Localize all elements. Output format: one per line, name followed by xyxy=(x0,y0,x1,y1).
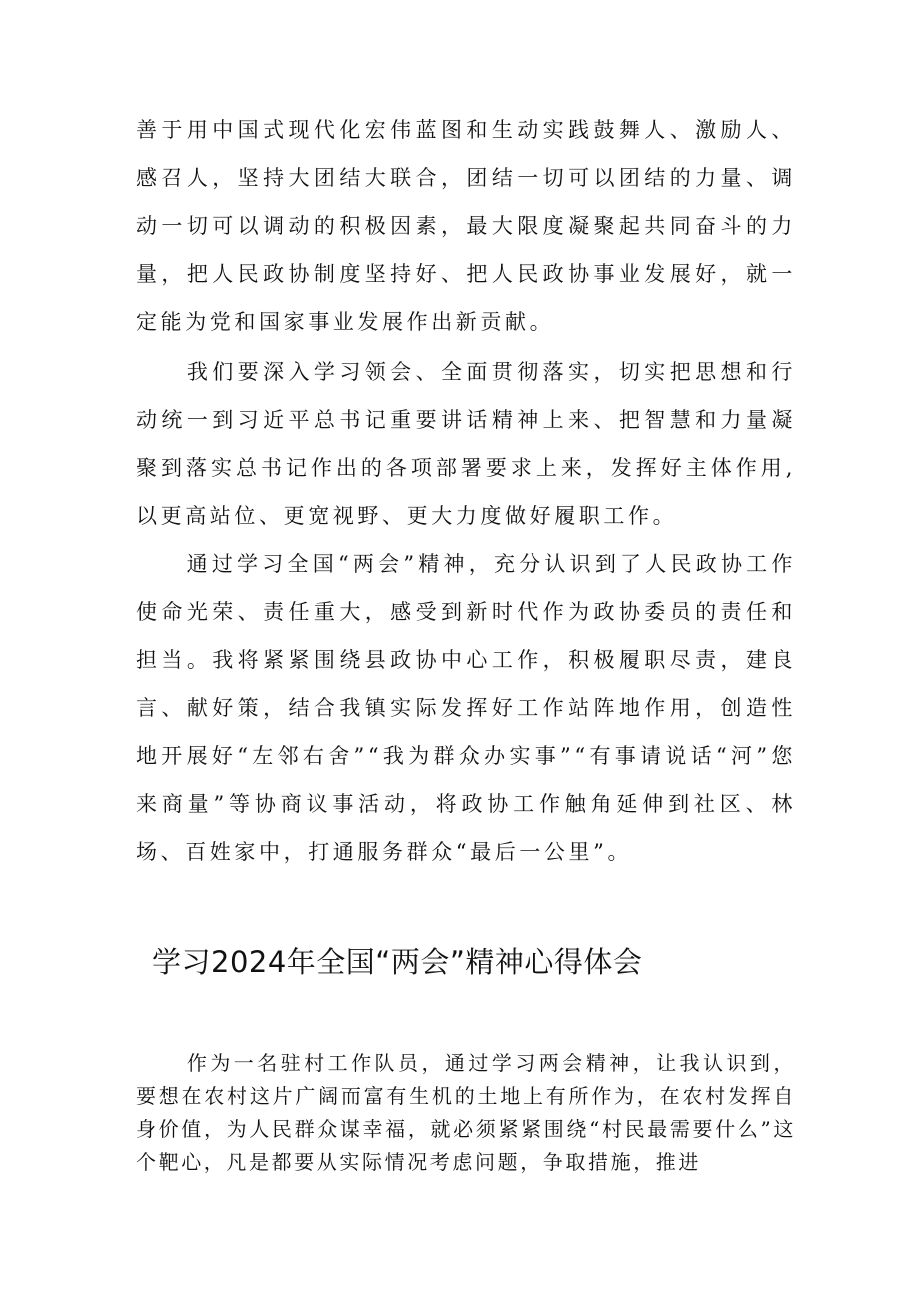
body-paragraph-2 xyxy=(136,348,796,540)
paragraph-text: 我们要深入学习领会、全面贯彻落实，切实把思想和行动统一到习近平总书记重要讲话精神上来、把智慧和力量凝聚到落实总书记作出的各项部署要求上来，发挥好主体作用,以更高站位、更宽视野、更大力度做好履职工作。 xyxy=(136,360,796,528)
paragraph-text: 通过学习全国“两会”精神，充分认识到了人民政协工作使命光荣、责任重大，感受到新时代作为政协委员的责任和担当。我将紧紧围绕县政协中心工作，积极履职尽责，建良言、献好策，结合我镇实际发挥好工作站阵地作用，创造性地开展好“左邻右舍”“我为群众办实事”“有事请说话“河”您来商量”等协商议事活动，将政协工作触角延伸到社区、林场、百姓家中，打通服务群众“最后一公里”。 xyxy=(136,552,796,864)
section-heading: 学习2024年全国“两会”精神心得体会 xyxy=(152,945,643,979)
section2-paragraph xyxy=(136,1047,796,1179)
body-paragraph-1 xyxy=(136,106,796,346)
paragraph-text: 善于用中国式现代化宏伟蓝图和生动实践鼓舞人、激励人、感召人，坚持大团结大联合，团结一切可以团结的力量、调动一切可以调动的积极因素，最大限度凝聚起共同奋斗的力量，把人民政协制度坚持好、把人民政协事业发展好，就一定能为党和国家事业发展作出新贡献。 xyxy=(136,118,796,334)
paragraph-text: 作为一名驻村工作队员，通过学习两会精神，让我认识到，要想在农村这片广阔而富有生机的土地上有所作为，在农村发挥自身价值，为人民群众谋幸福，就必须紧紧围绕“村民最需要什么”这个靶心，凡是都要从实际情况考虑问题，争取措施，推进 xyxy=(136,1051,796,1174)
body-paragraph-3 xyxy=(136,540,796,876)
